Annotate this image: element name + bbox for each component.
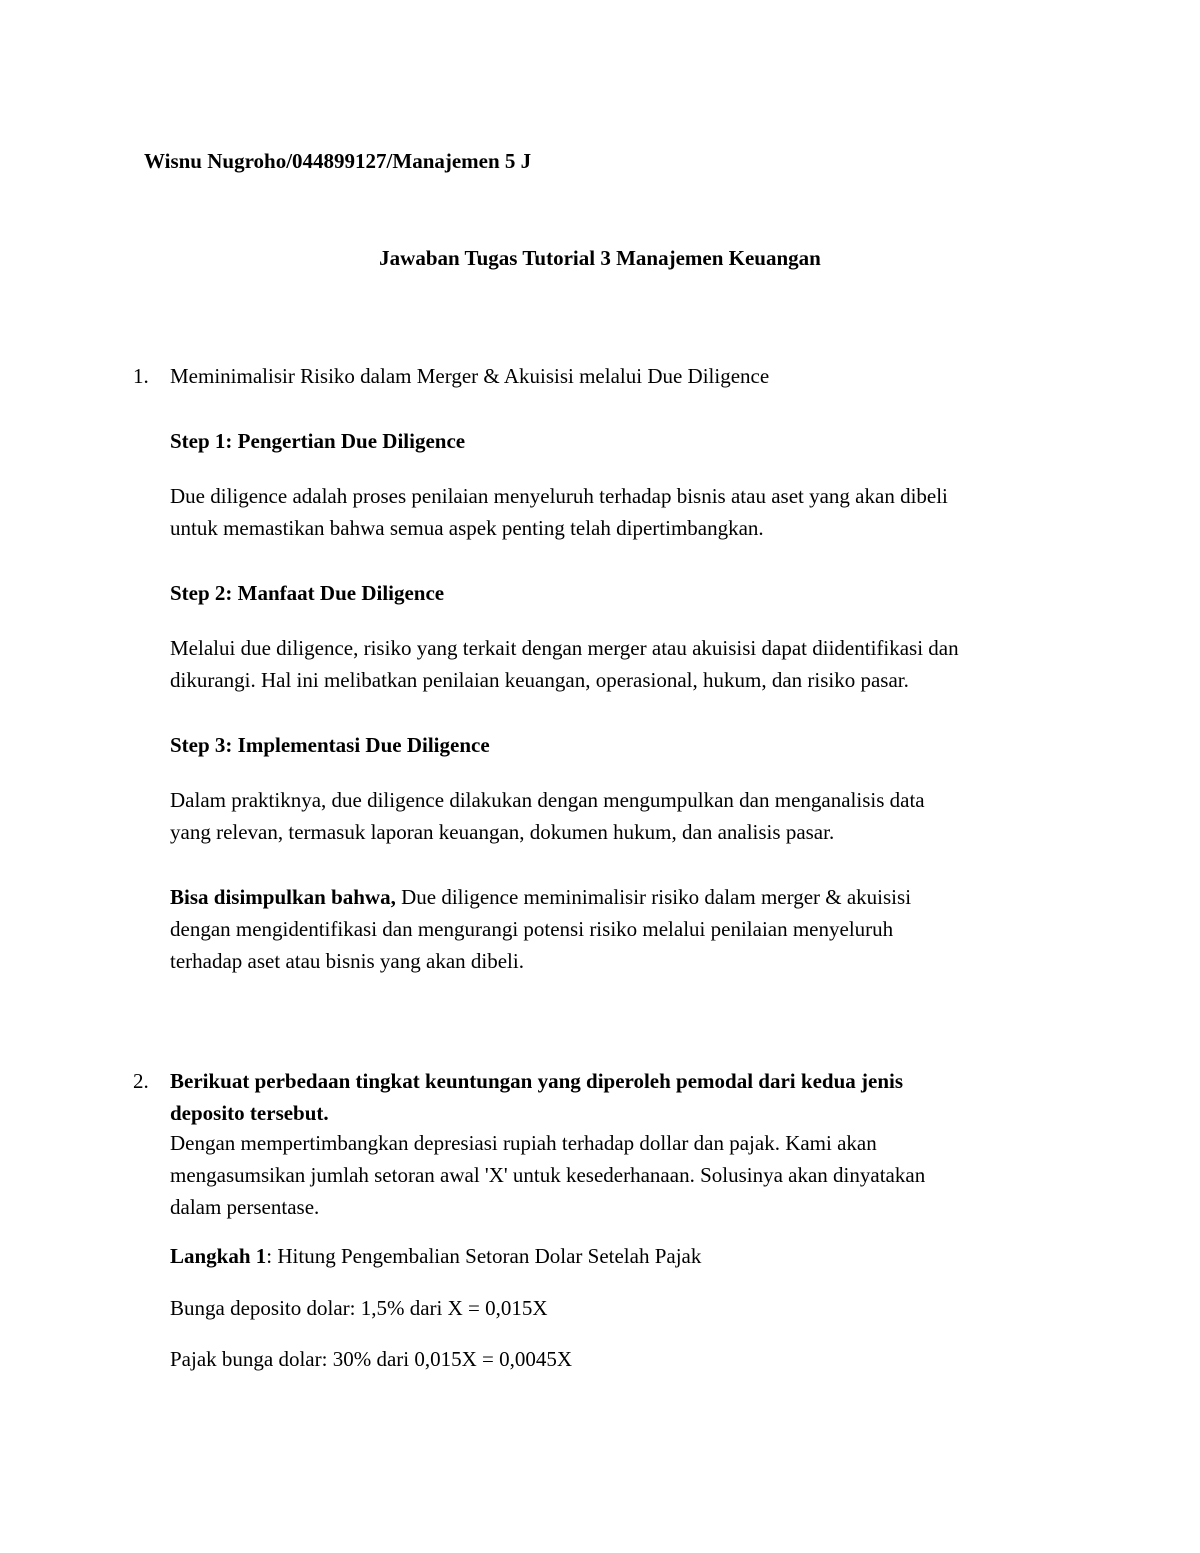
section-1-number: 1. bbox=[133, 364, 149, 388]
section-2-heading-line-2: deposito tersebut. bbox=[170, 1101, 329, 1125]
step-1-line-2: untuk memastikan bahwa semua aspek penting telah dipertimbangkan. bbox=[170, 516, 764, 540]
section-2-intro-line-1: Dengan mempertimbangkan depresiasi rupiah terhadap dollar dan pajak. Kami akan bbox=[170, 1131, 877, 1155]
step-2-label: Step 2: Manfaat Due Diligence bbox=[170, 581, 445, 605]
langkah-1-line bbox=[170, 1241, 701, 1271]
step-1-label: Step 1: Pengertian Due Diligence bbox=[170, 429, 466, 453]
section-1-heading: Meminimalisir Risiko dalam Merger & Akuisisi melalui Due Diligence bbox=[170, 364, 770, 388]
author-line: Wisnu Nugroho/044899127/Manajemen 5 J bbox=[144, 149, 532, 173]
section-2-heading-line-1: Berikuat perbedaan tingkat keuntungan yang diperoleh pemodal dari kedua jenis bbox=[170, 1069, 904, 1093]
calc-line-2: Pajak bunga dolar: 30% dari 0,015X = 0,0045X bbox=[170, 1347, 573, 1371]
step-3-line-2: yang relevan, termasuk laporan keuangan, dokumen hukum, dan analisis pasar. bbox=[170, 820, 835, 844]
step-2-line-1: Melalui due diligence, risiko yang terkait dengan merger atau akuisisi dapat diidentifikasi dan bbox=[170, 636, 959, 660]
langkah-1-rest: : Hitung Pengembalian Setoran Dolar Setelah Pajak bbox=[266, 1244, 702, 1268]
section-2-number: 2. bbox=[133, 1069, 149, 1093]
langkah-1-lead: Langkah 1 bbox=[170, 1244, 267, 1268]
conclusion-line-2: dengan mengidentifikasi dan mengurangi potensi risiko melalui penilaian menyeluruh bbox=[170, 917, 894, 941]
step-3-line-1: Dalam praktiknya, due diligence dilakukan dengan mengumpulkan dan menganalisis data bbox=[170, 788, 925, 812]
section-2-intro-line-3: dalam persentase. bbox=[170, 1195, 320, 1219]
step-1-line-1: Due diligence adalah proses penilaian menyeluruh terhadap bisnis atau aset yang akan dibeli bbox=[170, 484, 948, 508]
conclusion-line-3: terhadap aset atau bisnis yang akan dibeli. bbox=[170, 949, 524, 973]
conclusion-line-1 bbox=[170, 882, 911, 912]
conclusion-line-1-rest: Due diligence meminimalisir risiko dalam merger & akuisisi bbox=[395, 885, 912, 909]
document-title: Jawaban Tugas Tutorial 3 Manajemen Keuangan bbox=[379, 246, 821, 270]
step-3-label: Step 3: Implementasi Due Diligence bbox=[170, 733, 490, 757]
conclusion-lead: Bisa disimpulkan bahwa, bbox=[170, 885, 396, 909]
step-2-line-2: dikurangi. Hal ini melibatkan penilaian keuangan, operasional, hukum, dan risiko pasar. bbox=[170, 668, 909, 692]
calc-line-1: Bunga deposito dolar: 1,5% dari X = 0,015X bbox=[170, 1296, 548, 1320]
section-2-intro-line-2: mengasumsikan jumlah setoran awal 'X' untuk kesederhanaan. Solusinya akan dinyatakan bbox=[170, 1163, 926, 1187]
